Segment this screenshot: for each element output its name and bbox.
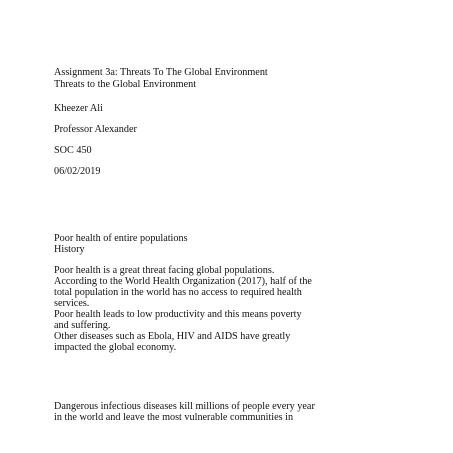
paragraph-line: services. bbox=[54, 298, 90, 309]
course-code: SOC 450 bbox=[54, 145, 92, 156]
assignment-title: Assignment 3a: Threats To The Global Environment bbox=[54, 67, 268, 78]
paragraph-line: and suffering. bbox=[54, 320, 111, 331]
professor-name: Professor Alexander bbox=[54, 124, 137, 135]
paragraph-line: impacted the global economy. bbox=[54, 342, 177, 353]
closing-line: Dangerous infectious diseases kill millions of people every year bbox=[54, 401, 315, 412]
section-title: Poor health of entire populations bbox=[54, 233, 188, 244]
author-name: Kheezer Ali bbox=[54, 103, 103, 114]
assignment-subtitle: Threats to the Global Environment bbox=[54, 79, 197, 90]
section-subheading: History bbox=[54, 244, 85, 255]
closing-line: in the world and leave the most vulnerable communities in bbox=[54, 412, 294, 423]
submission-date: 06/02/2019 bbox=[54, 166, 101, 177]
paragraph-line: total population in the world has no access to required health bbox=[54, 287, 302, 298]
paragraph-line: Poor health is a great threat facing global populations. bbox=[54, 265, 275, 276]
paragraph-line: Poor health leads to low productivity and this means poverty bbox=[54, 309, 302, 320]
paragraph-line: Other diseases such as Ebola, HIV and AIDS have greatly bbox=[54, 331, 291, 342]
paragraph-line: According to the World Health Organization (2017), half of the bbox=[54, 276, 312, 287]
